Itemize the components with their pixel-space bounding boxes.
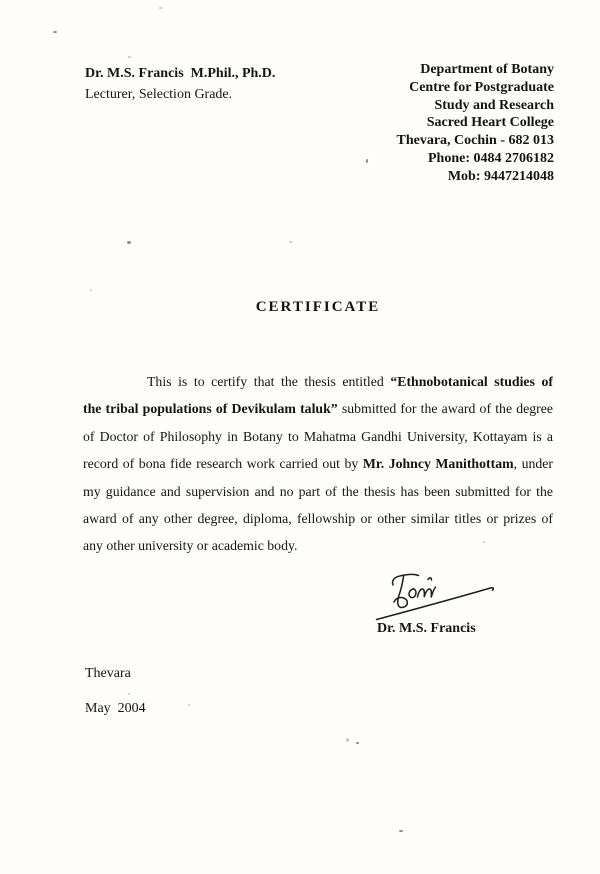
scan-speck — [483, 541, 485, 543]
letterhead-right-block — [397, 61, 555, 186]
letterhead-right-line: Department of Botany — [420, 62, 554, 77]
body-line: record of bona fide research work carried out by Mr. Johncy Manithottam, under — [83, 456, 553, 472]
certificate-title: CERTIFICATE — [255, 299, 381, 315]
scan-speck — [289, 241, 292, 243]
handwritten-signature — [370, 562, 510, 628]
letterhead-right-line: Mob: 9447214048 — [447, 168, 554, 184]
author-name: Dr. M.S. Francis M.Phil., Ph.D. — [85, 66, 276, 81]
scan-speck — [159, 7, 162, 9]
letterhead-right-line: Study and Research — [434, 97, 554, 113]
letterhead-left-block — [85, 63, 275, 105]
body-line: the tribal populations of Devikulam taluk” submitted for the award of the degree — [83, 401, 553, 417]
body-line: my guidance and supervision and no part of the thesis has been submitted for the — [83, 483, 553, 499]
letterhead-right-line: Phone: 0484 2706182 — [428, 150, 554, 166]
place-line: Thevara — [85, 666, 131, 681]
body-line: award of any other degree, diploma, fellowship or other similar titles or prizes of — [83, 510, 553, 526]
body-line: of Doctor of Philosophy in Botany to Mahatma Gandhi University, Kottayam is a — [83, 428, 553, 444]
scan-speck — [356, 742, 359, 744]
scan-speck — [53, 31, 57, 33]
scan-speck — [366, 159, 369, 163]
date-line: May 2004 — [85, 701, 146, 716]
scan-speck — [399, 830, 403, 832]
letterhead-right-line: Sacred Heart College — [426, 115, 554, 131]
letterhead-right-line: Centre for Postgraduate — [409, 79, 554, 95]
body-line: This is to certify that the thesis entitled “Ethnobotanical studies of — [147, 374, 553, 389]
scan-speck — [128, 693, 130, 695]
scan-speck — [90, 289, 92, 291]
scan-speck — [346, 738, 349, 742]
author-title: Lecturer, Selection Grade. — [85, 87, 233, 102]
body-line: any other university or academic body. — [83, 538, 298, 554]
scan-speck — [128, 56, 131, 58]
signatory-name: Dr. M.S. Francis — [377, 621, 476, 636]
scan-speck — [127, 241, 131, 244]
scan-speck — [188, 704, 190, 706]
letterhead-right-line: Thevara, Cochin - 682 013 — [396, 133, 554, 149]
certificate-body — [83, 368, 553, 560]
